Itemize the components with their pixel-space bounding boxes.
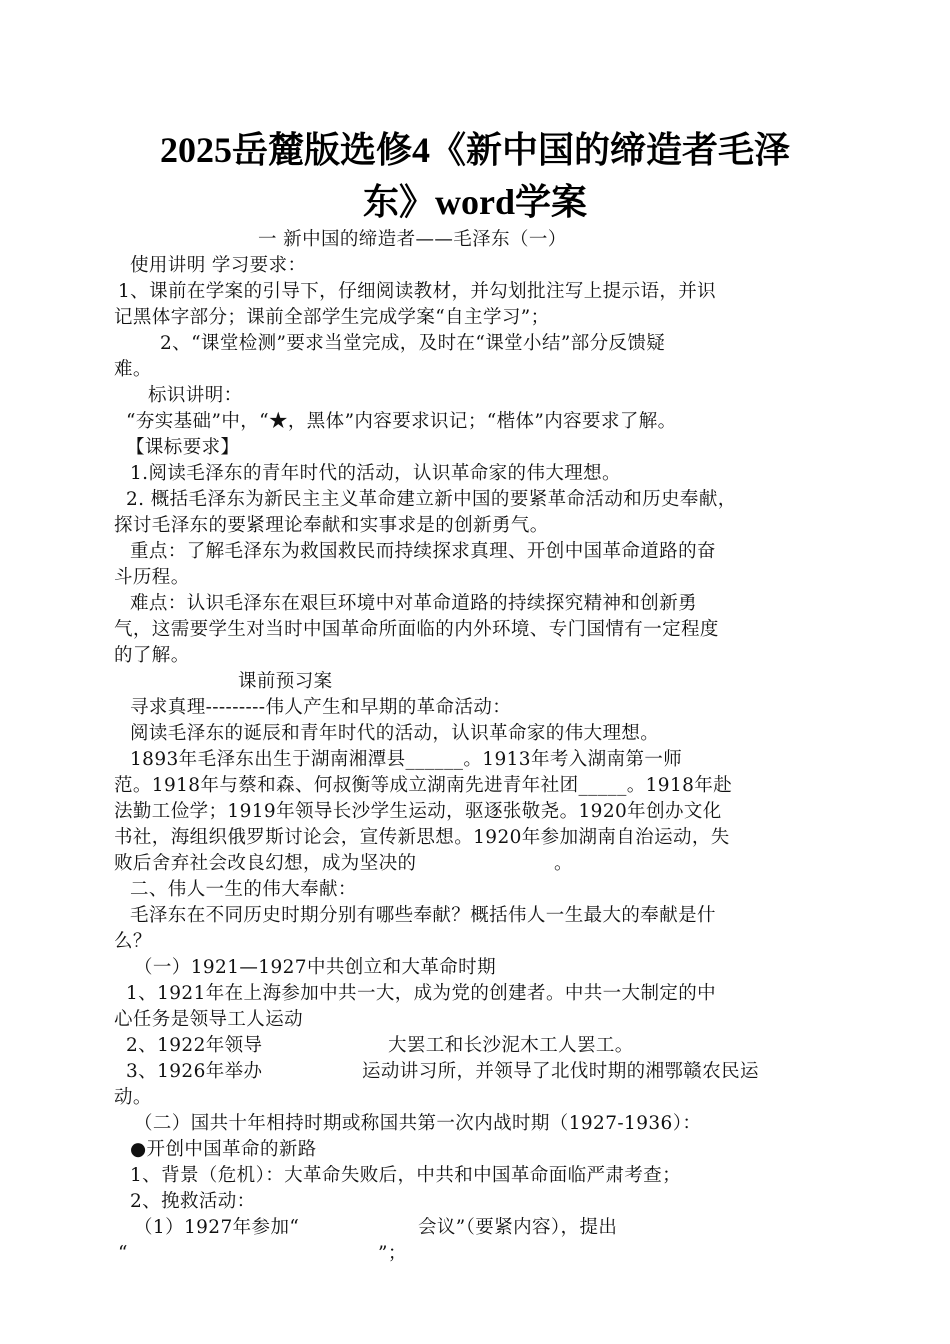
fill-blank-end: 。 xyxy=(554,853,573,874)
body-line: （1）1927年参加“ xyxy=(134,1217,300,1238)
open-quote: “ xyxy=(118,1243,128,1264)
body-line: 2. 概括毛泽东为新民主主义革命建立新中国的要紧革命活动和历史奉献， xyxy=(126,489,737,510)
body-line: 1、1921年在上海参加中共一大，成为党的创建者。中共一大制定的中 xyxy=(126,983,717,1004)
usage-heading: 使用讲明 学习要求： xyxy=(130,255,307,276)
body-line: 1、背景（危机）：大革命失败后，中共和中国革命面临严肃考查； xyxy=(130,1165,682,1186)
section-heading: 一 新中国的缔造者——毛泽东（一） xyxy=(258,229,567,250)
preview-heading: 课前预习案 xyxy=(238,671,333,692)
body-line: 范。1918年与蔡和森、何叔衡等成立湖南先进青年社团_____。1918年赴 xyxy=(114,775,733,796)
bullet-heading: ●开创中国革命的新路 xyxy=(130,1139,317,1160)
body-line: 法勤工俭学；1919年领导长沙学生运动，驱逐张敬尧。1920年创办文化 xyxy=(114,801,722,822)
body-line: 难。 xyxy=(114,359,152,380)
body-line: 1、课前在学案的引导下，仔细阅读教材，并勾划批注写上提示语，并识 xyxy=(118,281,717,302)
body-line: 气，这需要学生对当时中国革命所面临的内外环境、专门国情有一定程度 xyxy=(114,619,719,640)
body-line: 1.阅读毛泽东的青年时代的活动，认识革命家的伟大理想。 xyxy=(130,463,621,484)
document-title-line-2: 东》word学案 xyxy=(363,182,587,222)
document-title-line-1: 2025岳麓版选修4《新中国的缔造者毛泽 xyxy=(159,130,790,170)
body-line: “夯实基础”中，“★，黑体”内容要求识记；“楷体”内容要求了解。 xyxy=(126,411,677,432)
difficulty-line: 难点：认识毛泽东在艰巨环境中对革命道路的持续探究精神和创新勇 xyxy=(130,593,698,614)
body-line: 1893年毛泽东出生于湖南湘潭县______。1913年考入湖南第一师 xyxy=(130,749,683,770)
body-line: 2、“课堂检测”要求当堂完成，及时在“课堂小结”部分反馈疑 xyxy=(160,333,666,354)
body-line: 败后舍弃社会改良幻想，成为坚决的 xyxy=(114,853,417,874)
body-line: 记黑体字部分；课前全部学生完成学案“自主学习”； xyxy=(114,307,550,328)
body-line: 2、挽救活动： xyxy=(130,1191,256,1212)
subsection-heading: 寻求真理---------伟人产生和早期的革命活动： xyxy=(130,697,512,718)
standards-heading: 【课标要求】 xyxy=(126,437,240,458)
body-line: 3、1926年举办 xyxy=(126,1061,263,1082)
key-point-line: 重点：了解毛泽东为救国救民而持续探求真理、开创中国革命道路的奋 xyxy=(130,541,716,562)
body-line: 的了解。 xyxy=(114,645,190,666)
period-heading: （二）国共十年相持时期或称国共第一次内战时期（1927-1936）： xyxy=(134,1113,702,1134)
body-line: 运动讲习所，并领导了北伐时期的湘鄂赣农民运 xyxy=(362,1061,759,1082)
body-line: 阅读毛泽东的诞辰和青年时代的活动，认识革命家的伟大理想。 xyxy=(130,723,660,744)
body-line: 会议”（要紧内容），提出 xyxy=(418,1217,618,1238)
close-quote: ”； xyxy=(378,1243,407,1264)
body-line: 探讨毛泽东的要紧理论奉献和实事求是的创新勇气。 xyxy=(114,515,549,536)
period-heading: （一）1921—1927中共创立和大革命时期 xyxy=(134,957,496,978)
section-heading-2: 二、伟人一生的伟大奉献： xyxy=(130,879,357,900)
body-line: 动。 xyxy=(114,1087,152,1108)
body-line: 书社，海组织俄罗斯讨论会，宣传新思想。1920年参加湖南自治运动，失 xyxy=(114,827,730,848)
body-line: 2、1922年领导 xyxy=(126,1035,263,1056)
body-line: 斗历程。 xyxy=(114,567,190,588)
body-line: 么？ xyxy=(114,931,152,952)
body-line: 毛泽东在不同历史时期分别有哪些奉献？概括伟人一生最大的奉献是什 xyxy=(130,905,716,926)
body-line: 大罢工和长沙泥木工人罢工。 xyxy=(388,1035,634,1056)
body-line: 心任务是领导工人运动 xyxy=(114,1009,304,1030)
legend-heading: 标识讲明： xyxy=(148,385,243,406)
